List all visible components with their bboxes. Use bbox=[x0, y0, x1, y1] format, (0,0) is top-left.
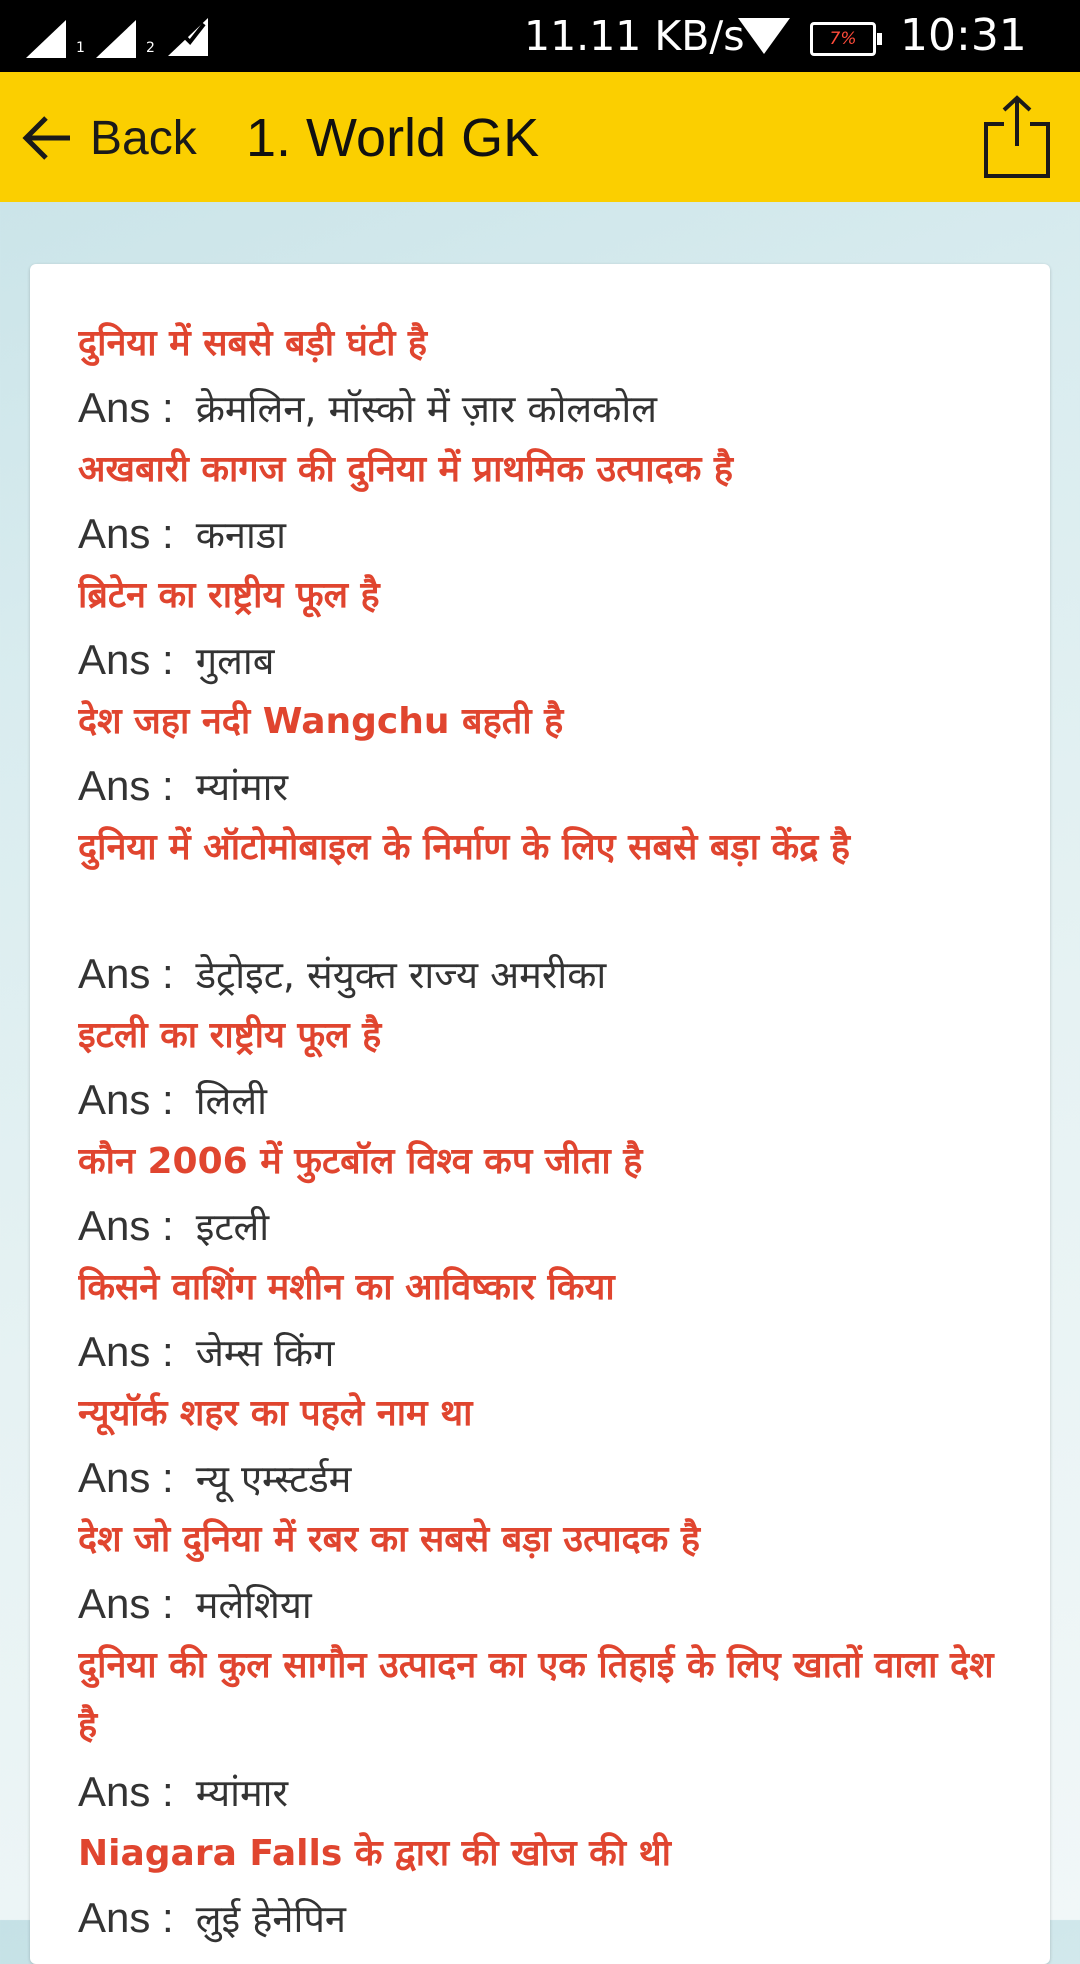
answer-text: म्यांमार bbox=[195, 765, 289, 809]
answer-row bbox=[78, 628, 1018, 692]
answer-text: जेम्स किंग bbox=[195, 1331, 335, 1375]
answer-text: मलेशिया bbox=[195, 1583, 312, 1627]
question-text: ब्रिटेन का राष्ट्रीय फूल है bbox=[78, 575, 380, 616]
qa-item bbox=[78, 1636, 1018, 1824]
answer-text: इटली bbox=[195, 1205, 270, 1249]
question-text: देश जहा नदी Wangchu बहती है bbox=[78, 701, 564, 742]
answer-prefix: Ans : bbox=[78, 762, 174, 809]
answer-prefix: Ans : bbox=[78, 1454, 174, 1501]
qa-item bbox=[78, 1006, 1018, 1132]
answer-prefix: Ans : bbox=[78, 950, 174, 997]
answer-row bbox=[78, 1760, 1018, 1824]
data-activity-icon bbox=[164, 16, 210, 58]
sim2-label: 2 bbox=[146, 40, 155, 56]
answer-row bbox=[78, 1886, 1018, 1950]
page-title: 1. World GK bbox=[246, 108, 540, 168]
answer-text: लुई हेनेपिन bbox=[195, 1897, 347, 1941]
question-text: दुनिया में ऑटोमोबाइल के निर्माण के लिए सबसे बड़ा केंद्र है bbox=[78, 827, 850, 868]
answer-text: कनाडा bbox=[195, 513, 287, 557]
question-text: इटली का राष्ट्रीय फूल है bbox=[78, 1015, 382, 1056]
question-text: दुनिया की कुल सागौन उत्पादन का एक तिहाई के लिए खातों वाला देश है bbox=[78, 1645, 994, 1746]
qa-item bbox=[78, 1510, 1018, 1636]
question-text: न्यूयॉर्क शहर का पहले नाम था bbox=[78, 1393, 473, 1434]
answer-row bbox=[78, 1572, 1018, 1636]
status-bar bbox=[0, 0, 1080, 72]
answer-prefix: Ans : bbox=[78, 1328, 174, 1375]
answer-prefix: Ans : bbox=[78, 1580, 174, 1627]
answer-row bbox=[78, 376, 1018, 440]
sim1-label: 1 bbox=[76, 40, 85, 56]
qa-item bbox=[78, 314, 1018, 440]
wifi-icon bbox=[738, 18, 790, 54]
answer-prefix: Ans : bbox=[78, 1894, 174, 1941]
answer-row bbox=[78, 754, 1018, 818]
clock-time: 10:31 bbox=[900, 10, 1027, 61]
back-button[interactable] bbox=[20, 102, 197, 174]
answer-text: डेट्रोइट, संयुक्त राज्य अमरीका bbox=[195, 953, 607, 997]
answer-row bbox=[78, 502, 1018, 566]
qa-list bbox=[78, 314, 1018, 1950]
signal-strength-icon bbox=[26, 20, 66, 58]
answer-text: लिली bbox=[195, 1079, 267, 1123]
battery-level: 7% bbox=[829, 29, 857, 49]
answer-text: म्यांमार bbox=[195, 1771, 289, 1815]
question-text: किसने वाशिंग मशीन का आविष्कार किया bbox=[78, 1267, 615, 1308]
question-text: देश जो दुनिया में रबर का सबसे बड़ा उत्पादक है bbox=[78, 1519, 700, 1560]
question-text: अखबारी कागज की दुनिया में प्राथमिक उत्पादक है bbox=[78, 449, 734, 490]
answer-prefix: Ans : bbox=[78, 1202, 174, 1249]
app-bar bbox=[0, 72, 1080, 202]
qa-item bbox=[78, 566, 1018, 692]
qa-item bbox=[78, 692, 1018, 818]
share-icon[interactable] bbox=[982, 94, 1052, 180]
answer-prefix: Ans : bbox=[78, 1768, 174, 1815]
qa-item bbox=[78, 1824, 1018, 1950]
answer-text: क्रेमलिन, मॉस्को में ज़ार कोलकोल bbox=[195, 387, 657, 431]
network-speed: 11.11 KB/s bbox=[524, 12, 745, 60]
back-label: Back bbox=[90, 111, 197, 165]
answer-text: न्यू एम्स्टर्डम bbox=[195, 1457, 352, 1501]
qa-item bbox=[78, 1258, 1018, 1384]
answer-row bbox=[78, 1446, 1018, 1510]
qa-item bbox=[78, 440, 1018, 566]
answer-prefix: Ans : bbox=[78, 510, 174, 557]
question-text: दुनिया में सबसे बड़ी घंटी है bbox=[78, 323, 428, 364]
answer-text: गुलाब bbox=[195, 639, 275, 683]
battery-icon bbox=[810, 22, 876, 56]
answer-row bbox=[78, 1320, 1018, 1384]
answer-prefix: Ans : bbox=[78, 1076, 174, 1123]
qa-item bbox=[78, 1384, 1018, 1510]
answer-prefix: Ans : bbox=[78, 636, 174, 683]
answer-row bbox=[78, 942, 1018, 1006]
answer-prefix: Ans : bbox=[78, 384, 174, 431]
answer-row bbox=[78, 1068, 1018, 1132]
qa-item bbox=[78, 1132, 1018, 1258]
signal-strength-icon bbox=[96, 20, 136, 58]
back-arrow-icon bbox=[20, 111, 74, 165]
question-text: Niagara Falls के द्वारा की खोज की थी bbox=[78, 1833, 671, 1874]
answer-row bbox=[78, 1194, 1018, 1258]
content-card bbox=[30, 264, 1050, 1964]
question-text: कौन 2006 में फुटबॉल विश्व कप जीता है bbox=[78, 1141, 643, 1182]
qa-item bbox=[78, 818, 1018, 1006]
